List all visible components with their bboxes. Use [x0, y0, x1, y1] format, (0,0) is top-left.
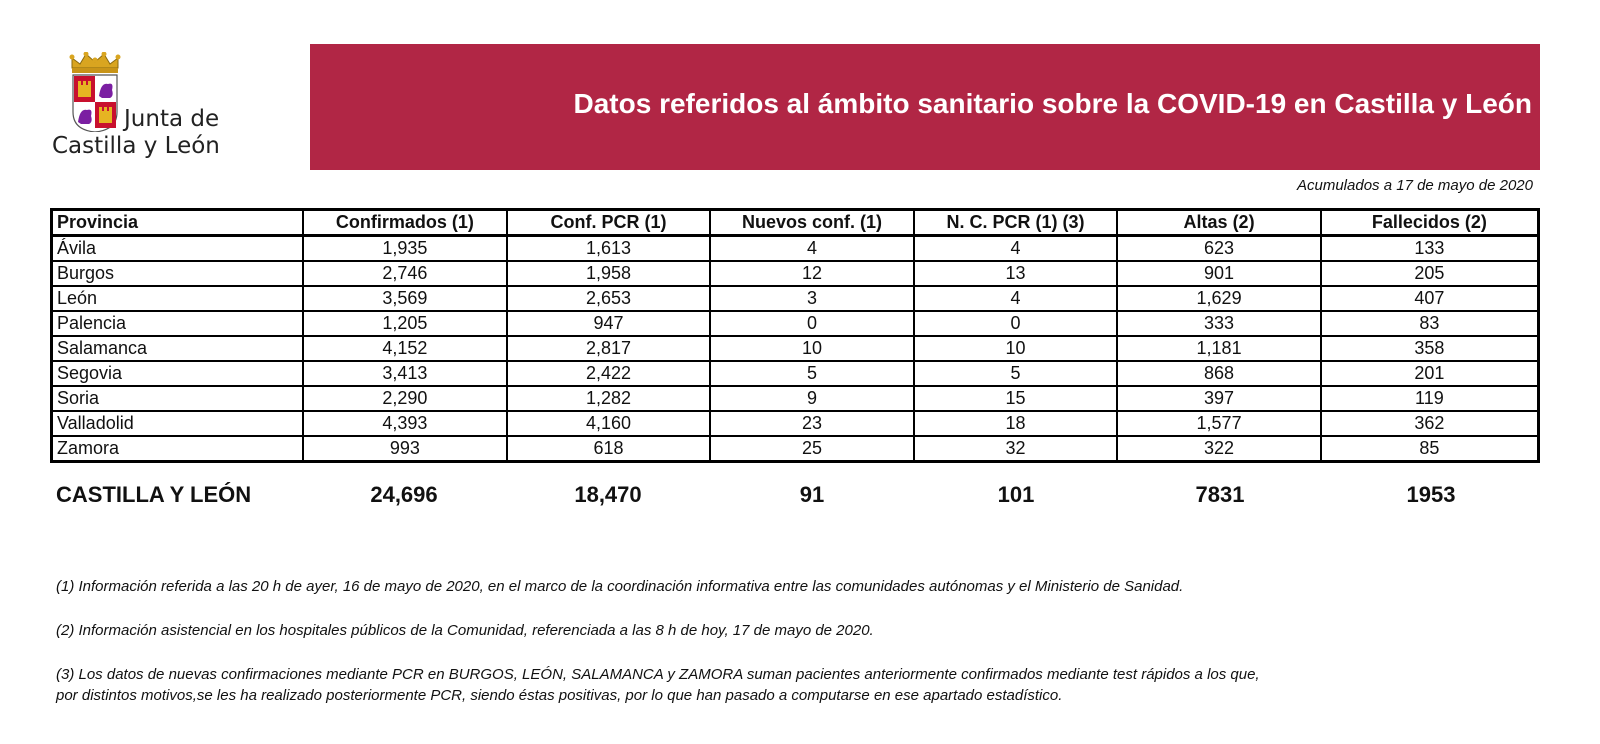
table-row [52, 411, 1539, 436]
title-banner [310, 44, 1540, 170]
table-cell: 1,935 [303, 236, 507, 262]
table-cell: 362 [1321, 411, 1539, 436]
covid-data-table [50, 208, 1540, 463]
column-header: Nuevos conf. (1) [710, 210, 914, 236]
province-cell: Zamora [52, 436, 304, 462]
province-cell: Soria [52, 386, 304, 411]
table-cell: 10 [710, 336, 914, 361]
table-cell: 10 [914, 336, 1117, 361]
logo-text-line2: Castilla y León [52, 133, 220, 159]
table-cell: 4 [914, 286, 1117, 311]
table-cell: 119 [1321, 386, 1539, 411]
column-header: Confirmados (1) [303, 210, 507, 236]
table-row [52, 361, 1539, 386]
table-cell: 993 [303, 436, 507, 462]
table-cell: 4,160 [507, 411, 711, 436]
table-cell: 18 [914, 411, 1117, 436]
table-cell: 32 [914, 436, 1117, 462]
table-cell: 4 [710, 236, 914, 262]
table-cell: 2,422 [507, 361, 711, 386]
table-cell: 3,413 [303, 361, 507, 386]
table-row [52, 436, 1539, 462]
footnote-3 [56, 664, 1536, 706]
column-header: Conf. PCR (1) [507, 210, 711, 236]
table-cell: 1,613 [507, 236, 711, 262]
page-title: Datos referidos al ámbito sanitario sobre la COVID-19 en Castilla y León [573, 88, 1532, 119]
table-cell: 5 [710, 361, 914, 386]
table-cell: 623 [1117, 236, 1321, 262]
table-cell: 2,746 [303, 261, 507, 286]
table-cell: 4,393 [303, 411, 507, 436]
table-cell: 397 [1117, 386, 1321, 411]
table-cell: 1,205 [303, 311, 507, 336]
table-cell: 9 [710, 386, 914, 411]
table-cell: 2,290 [303, 386, 507, 411]
table-cell: 201 [1321, 361, 1539, 386]
province-cell: Ávila [52, 236, 304, 262]
province-cell: Salamanca [52, 336, 304, 361]
table-cell: 1,181 [1117, 336, 1321, 361]
table-cell: 3,569 [303, 286, 507, 311]
date-note: Acumulados a 17 de mayo de 2020 [1297, 177, 1533, 194]
table-cell: 1,958 [507, 261, 711, 286]
total-nuevos-conf: 91 [799, 482, 825, 507]
table-cell: 4 [914, 236, 1117, 262]
total-fallecidos: 1953 [1406, 482, 1456, 507]
table-cell: 3 [710, 286, 914, 311]
province-cell: Segovia [52, 361, 304, 386]
table-cell: 2,653 [507, 286, 711, 311]
table-row [52, 261, 1539, 286]
table-cell: 947 [507, 311, 711, 336]
column-header: Provincia [52, 210, 304, 236]
table-cell: 322 [1117, 436, 1321, 462]
table-cell: 133 [1321, 236, 1539, 262]
table-cell: 901 [1117, 261, 1321, 286]
table-cell: 0 [914, 311, 1117, 336]
footnote-3-line2: por distintos motivos,se les ha realizado posteriormente PCR, siendo éstas positivas, por lo que han pasado a computarse en ese apartado estadístico. [56, 687, 1063, 704]
table-cell: 333 [1117, 311, 1321, 336]
table-cell: 1,577 [1117, 411, 1321, 436]
table-cell: 85 [1321, 436, 1539, 462]
column-header: Fallecidos (2) [1321, 210, 1539, 236]
table-cell: 618 [507, 436, 711, 462]
column-header: N. C. PCR (1) (3) [914, 210, 1117, 236]
table-row [52, 286, 1539, 311]
table-cell: 12 [710, 261, 914, 286]
table-row [52, 236, 1539, 262]
table-cell: 1,629 [1117, 286, 1321, 311]
table-cell: 1,282 [507, 386, 711, 411]
province-cell: Burgos [52, 261, 304, 286]
total-nc-pcr: 101 [997, 482, 1035, 507]
table-row [52, 336, 1539, 361]
province-cell: Valladolid [52, 411, 304, 436]
table-cell: 358 [1321, 336, 1539, 361]
table-cell: 407 [1321, 286, 1539, 311]
province-cell: Palencia [52, 311, 304, 336]
table-cell: 25 [710, 436, 914, 462]
table-cell: 4,152 [303, 336, 507, 361]
footnote-3-line1: (3) Los datos de nuevas confirmaciones mediante PCR en BURGOS, LEÓN, SALAMANCA y ZAMORA suman pacientes anteriormente confirmados mediante test rápidos a los que, [56, 666, 1260, 683]
table-cell: 2,817 [507, 336, 711, 361]
table-row [52, 311, 1539, 336]
table-header-row [52, 210, 1539, 236]
table-cell: 23 [710, 411, 914, 436]
column-header: Altas (2) [1117, 210, 1321, 236]
junta-logo [52, 52, 252, 172]
total-confirmados: 24,696 [370, 482, 438, 507]
table-cell: 15 [914, 386, 1117, 411]
table-cell: 83 [1321, 311, 1539, 336]
table-cell: 5 [914, 361, 1117, 386]
province-cell: León [52, 286, 304, 311]
table-row [52, 386, 1539, 411]
logo-text-line1: Junta de [124, 106, 220, 132]
footnote-2: (2) Información asistencial en los hospitales públicos de la Comunidad, referenciada a las 8 h de hoy, 17 de mayo de 2020. [56, 622, 874, 639]
total-conf-pcr: 18,470 [574, 482, 642, 507]
table-cell: 205 [1321, 261, 1539, 286]
table-cell: 0 [710, 311, 914, 336]
table-cell: 13 [914, 261, 1117, 286]
table-cell: 868 [1117, 361, 1321, 386]
totals-label: CASTILLA Y LEÓN [56, 482, 252, 507]
total-altas: 7831 [1195, 482, 1245, 507]
footnote-1: (1) Información referida a las 20 h de ayer, 16 de mayo de 2020, en el marco de la coordinación informativa entre las comunidades autónomas y el Ministerio de Sanidad. [56, 578, 1184, 595]
